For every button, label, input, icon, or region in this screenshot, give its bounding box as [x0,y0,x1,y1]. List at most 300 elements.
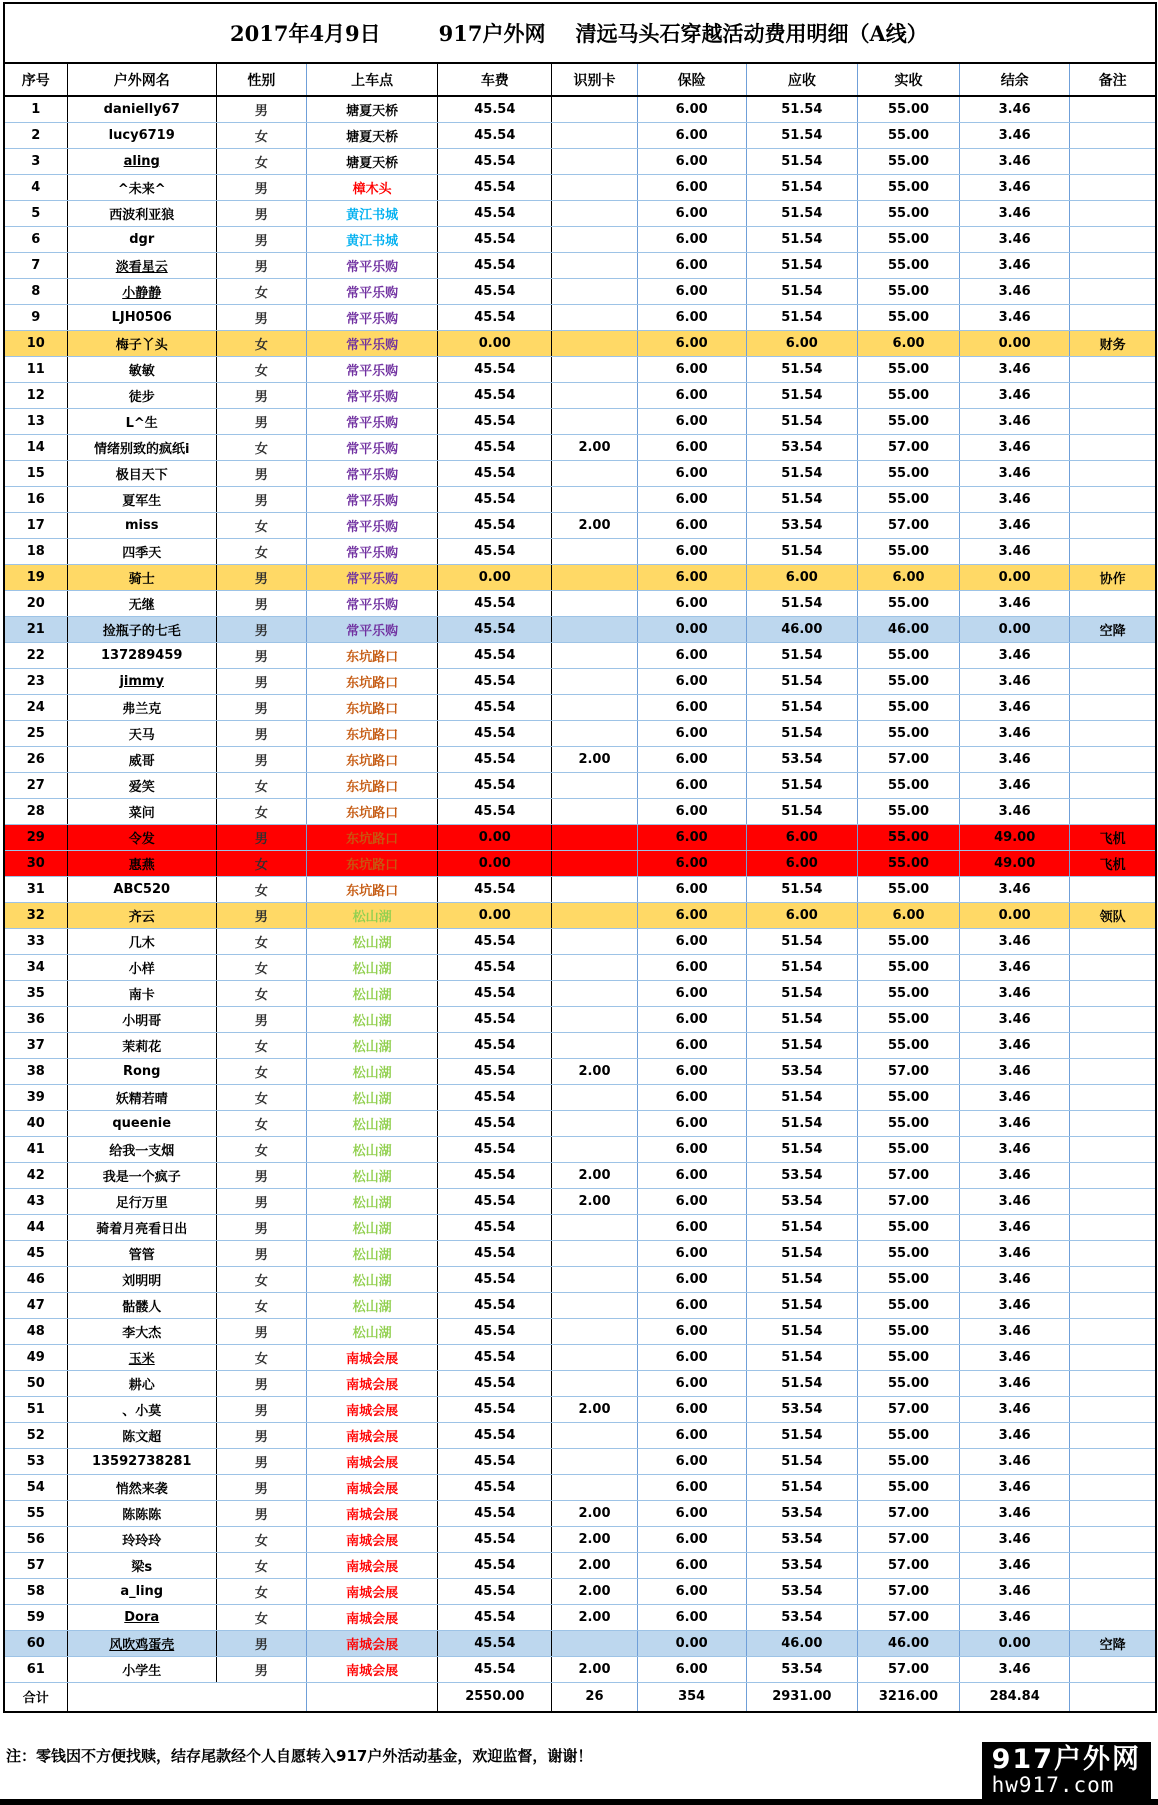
cell-receivable: 51.54 [746,252,857,278]
cell-no: 28 [5,798,67,824]
cell-no: 8 [5,278,67,304]
cell-receivable: 51.54 [746,1214,857,1240]
cell-balance: 3.46 [960,954,1070,980]
cell-gender: 女 [216,148,306,174]
cell-balance: 3.46 [960,1240,1070,1266]
cell-no: 45 [5,1240,67,1266]
cell-note [1070,1292,1155,1318]
cell-received: 55.00 [857,1448,959,1474]
cell-received: 55.00 [857,824,959,850]
cell-insurance: 6.00 [637,1604,746,1630]
table-row [5,1058,1155,1084]
cell-note [1070,1214,1155,1240]
cell-card: 2.00 [552,746,637,772]
cell-no: 17 [5,512,67,538]
cell-name: 梅子丫头 [67,330,216,356]
cell-no: 32 [5,902,67,928]
cell-card [552,122,637,148]
cell-pickup: 常平乐购 [307,564,438,590]
cell-insurance: 6.00 [637,1448,746,1474]
cell-note [1070,1162,1155,1188]
table-row [5,1136,1155,1162]
cell-card [552,486,637,512]
cell-pickup: 常平乐购 [307,278,438,304]
cell-receivable: 51.54 [746,304,857,330]
cell-insurance: 6.00 [637,876,746,902]
cell-receivable: 51.54 [746,772,857,798]
cell-insurance: 6.00 [637,330,746,356]
cell-pickup: 常平乐购 [307,512,438,538]
cell-fee: 45.54 [438,1032,552,1058]
cell-card [552,902,637,928]
cell-balance: 3.46 [960,1604,1070,1630]
table-row [5,772,1155,798]
cell-pickup: 南城会展 [307,1630,438,1656]
cell-fee: 45.54 [438,1656,552,1682]
cell-received: 55.00 [857,278,959,304]
cell-pickup: 南城会展 [307,1474,438,1500]
cell-insurance: 6.00 [637,850,746,876]
cell-name: 爱笑 [67,772,216,798]
cell-card [552,1240,637,1266]
cell-note [1070,1006,1155,1032]
cell-fee: 45.54 [438,434,552,460]
cell-fee: 45.54 [438,1370,552,1396]
cell-balance: 0.00 [960,1630,1070,1656]
cell-gender: 女 [216,1292,306,1318]
cell-receivable: 51.54 [746,148,857,174]
cell-fee: 45.54 [438,408,552,434]
cell-gender: 女 [216,954,306,980]
cell-fee: 0.00 [438,564,552,590]
cell-no: 56 [5,1526,67,1552]
cell-pickup: 东坑路口 [307,876,438,902]
cell-note [1070,148,1155,174]
cell-name: 陈文超 [67,1422,216,1448]
cell-balance: 3.46 [960,1526,1070,1552]
title-date: 2017年4月9日 [230,21,381,46]
cell-insurance: 6.00 [637,252,746,278]
cell-insurance: 6.00 [637,1006,746,1032]
cell-received: 57.00 [857,1526,959,1552]
cell-receivable: 6.00 [746,564,857,590]
cell-balance: 3.46 [960,122,1070,148]
cell-card [552,1370,637,1396]
cell-no: 30 [5,850,67,876]
cell-no: 41 [5,1136,67,1162]
cell-gender: 男 [216,1396,306,1422]
cell-receivable: 51.54 [746,408,857,434]
cell-pickup: 东坑路口 [307,824,438,850]
cell-note [1070,96,1155,122]
cell-pickup: 松山湖 [307,954,438,980]
cell-name: 极目天下 [67,460,216,486]
cell-note [1070,980,1155,1006]
cell-insurance: 6.00 [637,746,746,772]
cell-card [552,252,637,278]
cell-insurance: 6.00 [637,1266,746,1292]
cell-pickup: 东坑路口 [307,798,438,824]
cell-balance: 3.46 [960,460,1070,486]
cell-card [552,642,637,668]
cell-gender: 女 [216,1344,306,1370]
cell-gender: 男 [216,1422,306,1448]
cell-no: 49 [5,1344,67,1370]
cell-balance: 3.46 [960,1136,1070,1162]
cell-receivable: 53.54 [746,1500,857,1526]
table-row [5,694,1155,720]
cell-note [1070,694,1155,720]
cell-note [1070,1266,1155,1292]
cell-note [1070,1032,1155,1058]
column-header: 应收 [746,63,857,96]
cell-card: 2.00 [552,1162,637,1188]
cell-name: 西波利亚狼 [67,200,216,226]
cell-pickup: 常平乐购 [307,486,438,512]
cell-pickup: 常平乐购 [307,590,438,616]
cell-name: danielly67 [67,96,216,122]
cell-insurance: 6.00 [637,1318,746,1344]
cell-insurance: 6.00 [637,1656,746,1682]
cell-pickup: 东坑路口 [307,642,438,668]
cell-pickup: 南城会展 [307,1422,438,1448]
cell-gender: 男 [216,1214,306,1240]
cell-balance: 3.46 [960,1656,1070,1682]
cell-fee: 45.54 [438,148,552,174]
cell-received: 57.00 [857,1604,959,1630]
cell-name: 13592738281 [67,1448,216,1474]
cell-received: 55.00 [857,1266,959,1292]
cell-note: 空降 [1070,616,1155,642]
total-empty [67,1682,306,1711]
cell-fee: 45.54 [438,1552,552,1578]
cell-note [1070,1448,1155,1474]
cell-pickup: 松山湖 [307,1032,438,1058]
total-card: 26 [552,1682,637,1711]
cell-pickup: 松山湖 [307,1214,438,1240]
cell-received: 55.00 [857,1006,959,1032]
cell-balance: 3.46 [960,278,1070,304]
cell-fee: 45.54 [438,746,552,772]
cell-received: 57.00 [857,1162,959,1188]
column-header: 性别 [216,63,306,96]
cell-gender: 女 [216,1058,306,1084]
cell-gender: 女 [216,330,306,356]
cell-card [552,1630,637,1656]
cell-gender: 男 [216,1474,306,1500]
cell-no: 52 [5,1422,67,1448]
cell-note [1070,798,1155,824]
cell-fee: 45.54 [438,1422,552,1448]
cell-pickup: 常平乐购 [307,356,438,382]
cell-name: 骑着月亮看日出 [67,1214,216,1240]
cell-received: 55.00 [857,798,959,824]
cell-card: 2.00 [552,1578,637,1604]
cell-receivable: 6.00 [746,330,857,356]
cell-no: 2 [5,122,67,148]
table-row [5,798,1155,824]
cell-pickup: 松山湖 [307,928,438,954]
cell-no: 29 [5,824,67,850]
cell-received: 55.00 [857,772,959,798]
cell-name: miss [67,512,216,538]
column-header: 结余 [960,63,1070,96]
table-row [5,512,1155,538]
cell-insurance: 6.00 [637,564,746,590]
table-row [5,1318,1155,1344]
total-empty [307,1682,438,1711]
cell-insurance: 6.00 [637,720,746,746]
table-row [5,850,1155,876]
cell-name: 无继 [67,590,216,616]
cell-received: 55.00 [857,122,959,148]
cell-balance: 3.46 [960,1344,1070,1370]
cell-no: 46 [5,1266,67,1292]
cell-insurance: 6.00 [637,174,746,200]
column-header: 户外网名 [67,63,216,96]
cell-no: 58 [5,1578,67,1604]
cell-balance: 3.46 [960,980,1070,1006]
cell-pickup: 松山湖 [307,1188,438,1214]
cell-insurance: 6.00 [637,1214,746,1240]
cell-fee: 45.54 [438,668,552,694]
cell-receivable: 51.54 [746,1292,857,1318]
cell-received: 55.00 [857,720,959,746]
cell-pickup: 南城会展 [307,1370,438,1396]
cell-insurance: 6.00 [637,382,746,408]
cell-insurance: 6.00 [637,1578,746,1604]
cell-note [1070,434,1155,460]
cell-name: 敏敏 [67,356,216,382]
table-row [5,200,1155,226]
cell-no: 5 [5,200,67,226]
table-row [5,590,1155,616]
cell-note [1070,122,1155,148]
logo-site-url: hw917.com [991,1772,1115,1797]
cell-received: 55.00 [857,1422,959,1448]
cell-no: 34 [5,954,67,980]
cell-fee: 45.54 [438,1474,552,1500]
cell-fee: 45.54 [438,304,552,330]
cell-received: 57.00 [857,1500,959,1526]
cell-fee: 45.54 [438,1136,552,1162]
cell-gender: 女 [216,122,306,148]
cell-card [552,1474,637,1500]
cell-note [1070,512,1155,538]
cell-fee: 45.54 [438,1344,552,1370]
cell-card [552,1084,637,1110]
cell-fee: 45.54 [438,928,552,954]
cell-card [552,1266,637,1292]
cell-pickup: 常平乐购 [307,304,438,330]
cell-fee: 45.54 [438,1006,552,1032]
cell-receivable: 53.54 [746,1396,857,1422]
cell-received: 57.00 [857,1578,959,1604]
cell-card [552,720,637,746]
cell-receivable: 53.54 [746,434,857,460]
cell-card [552,1344,637,1370]
cell-name: 情绪别致的疯纸i [67,434,216,460]
sheet-title [5,4,1155,62]
cell-pickup: 松山湖 [307,1266,438,1292]
cell-note [1070,200,1155,226]
cell-fee: 45.54 [438,1318,552,1344]
cell-insurance: 6.00 [637,226,746,252]
cell-gender: 女 [216,1604,306,1630]
cell-balance: 3.46 [960,174,1070,200]
cell-gender: 男 [216,304,306,330]
cell-gender: 女 [216,980,306,1006]
cell-pickup: 樟木头 [307,174,438,200]
cell-receivable: 51.54 [746,694,857,720]
cell-receivable: 46.00 [746,616,857,642]
cell-note [1070,1188,1155,1214]
cell-receivable: 51.54 [746,590,857,616]
cell-insurance: 6.00 [637,1422,746,1448]
cell-gender: 男 [216,1162,306,1188]
cell-card [552,1318,637,1344]
table-row [5,1578,1155,1604]
cell-received: 55.00 [857,226,959,252]
cell-receivable: 53.54 [746,1162,857,1188]
cell-balance: 3.46 [960,252,1070,278]
cell-name: 玲玲玲 [67,1526,216,1552]
cell-card: 2.00 [552,512,637,538]
cell-receivable: 53.54 [746,1188,857,1214]
cell-gender: 女 [216,1084,306,1110]
cell-insurance: 6.00 [637,928,746,954]
cell-gender: 男 [216,616,306,642]
cell-balance: 3.46 [960,1578,1070,1604]
cell-gender: 男 [216,200,306,226]
cell-balance: 3.46 [960,1292,1070,1318]
cell-pickup: 常平乐购 [307,538,438,564]
cell-name: Rong [67,1058,216,1084]
cell-balance: 3.46 [960,1448,1070,1474]
cell-receivable: 6.00 [746,902,857,928]
cell-receivable: 51.54 [746,980,857,1006]
cell-receivable: 51.54 [746,538,857,564]
cell-note [1070,1526,1155,1552]
cell-name: 小静静 [67,278,216,304]
cell-received: 55.00 [857,1344,959,1370]
table-row [5,824,1155,850]
cell-balance: 3.46 [960,1552,1070,1578]
cell-received: 55.00 [857,1136,959,1162]
cell-insurance: 6.00 [637,1474,746,1500]
table-row [5,1110,1155,1136]
cell-gender: 男 [216,174,306,200]
cell-insurance: 6.00 [637,356,746,382]
cell-fee: 45.54 [438,1110,552,1136]
cell-fee: 45.54 [438,876,552,902]
cell-receivable: 53.54 [746,512,857,538]
cell-balance: 3.46 [960,876,1070,902]
cell-insurance: 6.00 [637,954,746,980]
cell-note [1070,720,1155,746]
cell-fee: 45.54 [438,252,552,278]
cell-name: 茉莉花 [67,1032,216,1058]
cell-name: 菜问 [67,798,216,824]
cell-receivable: 51.54 [746,928,857,954]
column-header: 备注 [1070,63,1155,96]
cell-pickup: 常平乐购 [307,460,438,486]
cell-balance: 3.46 [960,512,1070,538]
cell-note: 协作 [1070,564,1155,590]
cell-note [1070,1344,1155,1370]
cell-balance: 3.46 [960,382,1070,408]
cell-card [552,824,637,850]
cell-card: 2.00 [552,1058,637,1084]
total-label: 合计 [5,1682,67,1711]
cell-receivable: 51.54 [746,226,857,252]
cell-card [552,1110,637,1136]
cell-balance: 3.46 [960,694,1070,720]
spreadsheet [3,2,1157,1713]
cell-name: 夏军生 [67,486,216,512]
cell-no: 14 [5,434,67,460]
cell-name: 耕心 [67,1370,216,1396]
cell-insurance: 6.00 [637,1396,746,1422]
cell-name: 四季天 [67,538,216,564]
cell-fee: 45.54 [438,1448,552,1474]
table-row [5,1552,1155,1578]
cell-gender: 男 [216,746,306,772]
cell-receivable: 51.54 [746,1084,857,1110]
cell-name: 陈陈陈 [67,1500,216,1526]
cell-card [552,356,637,382]
cell-fee: 45.54 [438,1214,552,1240]
cell-balance: 3.46 [960,772,1070,798]
table-row [5,538,1155,564]
column-header: 识别卡 [552,63,637,96]
cell-balance: 3.46 [960,668,1070,694]
cell-card [552,798,637,824]
cell-insurance: 6.00 [637,1370,746,1396]
cell-note [1070,486,1155,512]
cell-balance: 3.46 [960,798,1070,824]
cell-note [1070,772,1155,798]
cell-name: 137289459 [67,642,216,668]
cell-pickup: 黄江书城 [307,226,438,252]
cell-note [1070,642,1155,668]
cell-balance: 3.46 [960,1266,1070,1292]
cell-name: 、小莫 [67,1396,216,1422]
cell-balance: 3.46 [960,408,1070,434]
cell-gender: 男 [216,226,306,252]
cell-card [552,382,637,408]
cell-gender: 男 [216,1630,306,1656]
cell-insurance: 6.00 [637,824,746,850]
cell-insurance: 6.00 [637,434,746,460]
cell-gender: 男 [216,1240,306,1266]
cell-no: 25 [5,720,67,746]
cell-no: 13 [5,408,67,434]
cell-fee: 45.54 [438,1240,552,1266]
cell-balance: 3.46 [960,1370,1070,1396]
cell-insurance: 6.00 [637,486,746,512]
cell-balance: 49.00 [960,824,1070,850]
cell-pickup: 松山湖 [307,1110,438,1136]
cell-card: 2.00 [552,1656,637,1682]
cell-note [1070,1136,1155,1162]
cell-receivable: 51.54 [746,96,857,122]
cell-pickup: 南城会展 [307,1448,438,1474]
cell-balance: 3.46 [960,1318,1070,1344]
cell-pickup: 南城会展 [307,1500,438,1526]
cell-no: 21 [5,616,67,642]
cell-no: 11 [5,356,67,382]
